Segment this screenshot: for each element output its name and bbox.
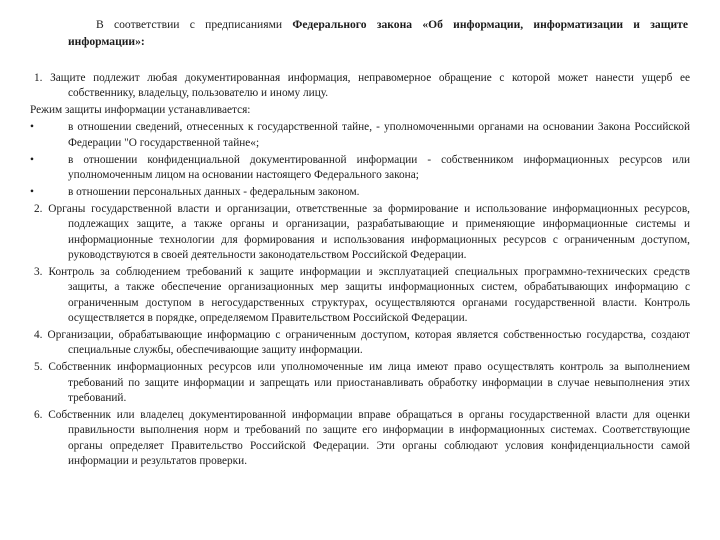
bullet-marker: • xyxy=(30,185,34,198)
paragraph-2: 2. Органы государственной власти и организации, ответственные за формирование и использование информационных ресурсов, подлежащих защите, а также органы и организации, разрабатывающие и применяющие информационные системы и информационные технологии для формирования и использования информационных ресурсов с ограниченным доступом, руководствуются в своей деятельности законодательством Российской Федерации. xyxy=(34,202,690,261)
paragraph-regime-intro: Режим защиты информации устанавливается: xyxy=(30,104,251,117)
bullet-text: в отношении персональных данных - федеральным законом. xyxy=(68,185,360,198)
intro-text: В соответствии с предписаниями xyxy=(96,18,293,31)
bullet-marker: • xyxy=(30,153,34,166)
bullet-item xyxy=(30,185,690,200)
intro-paragraph xyxy=(68,16,688,50)
intro-law-title: Федерального закона «Об информации, информатизации и защите информации»: xyxy=(68,18,688,48)
paragraph-4: 4. Организации, обрабатывающие информацию с ограниченным доступом, которая является собственностью государства, создают специальные службы, обеспечивающие защиту информации. xyxy=(34,329,690,357)
paragraph-1: 1. Защите подлежит любая документированная информация, неправомерное обращение с которой может нанести ущерб ее собственнику, владельцу, пользователю и иному лицу. xyxy=(34,72,690,100)
document-body xyxy=(30,71,690,471)
bullet-text: в отношении сведений, отнесенных к государственной тайне, - уполномоченными органами на основании Закона Российской Федерации "О государственной тайне«; xyxy=(68,121,690,149)
paragraph-5: 5. Собственник информационных ресурсов или уполномоченные им лица имеют право осуществлять контроль за выполнением требований по защите информации и запрещать или приостанавливать обработку информации в случае невыполнения этих требований. xyxy=(34,361,690,405)
paragraph-3: 3. Контроль за соблюдением требований к защите информации и эксплуатацией специальных программно-технических средств защиты, а также обеспечение организационных мер защиты информационных систем, обрабатывающих информацию с ограниченным доступом в негосударственных структурах, осуществляются органами государственной власти. Контроль осуществляется в порядке, определяемом Правительством Российской Федерации. xyxy=(34,265,690,325)
paragraph-6: 6. Собственник или владелец документированной информации вправе обращаться в органы государственной власти для оценки правильности выполнения норм и требований по защите его информации в информационных системах. Соответствующие органы определяет Правительство Российской Федерации. Эти органы соблюдают условия конфиденциальности самой информации и результатов проверки. xyxy=(34,409,690,468)
bullet-item xyxy=(30,120,690,151)
bullet-item xyxy=(30,153,690,184)
bullet-marker: • xyxy=(30,121,34,134)
bullet-text: в отношении конфиденциальной документированной информации - собственником информационных ресурсов или уполномоченным лицом на основании настоящего Федерального закона; xyxy=(68,153,690,181)
